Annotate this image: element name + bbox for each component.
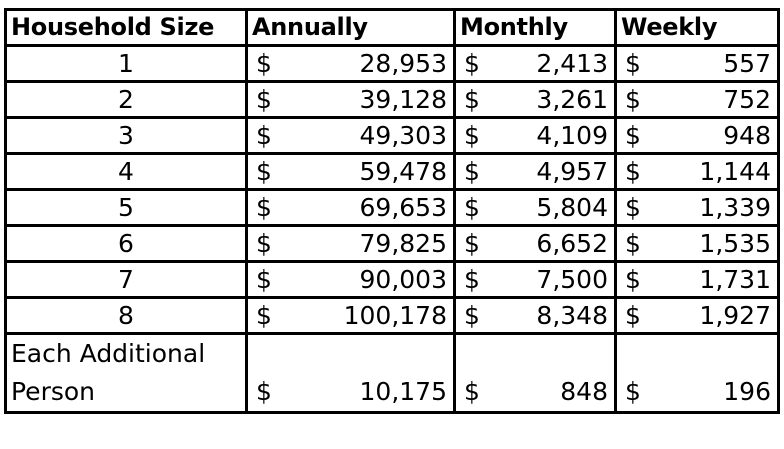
table-body [6,10,779,413]
money-value [617,263,777,296]
dollar-sign: $ [625,157,641,186]
annually-amount: 90,003 [359,265,447,294]
dollar-sign: $ [464,85,480,114]
monthly-amount: 5,804 [536,193,608,222]
annually-cell [247,82,455,118]
weekly-amount: 1,535 [699,229,771,258]
weekly-cell [616,118,779,154]
dollar-sign: $ [464,229,480,258]
household-size-cell: 2 [6,82,247,118]
annually-amount: 59,478 [359,157,447,186]
table-row [6,154,779,190]
annually-amount: 28,953 [359,49,447,78]
monthly-amount: 8,348 [536,301,608,330]
monthly-amount: 6,652 [536,229,608,258]
dollar-sign: $ [625,49,641,78]
dollar-sign: $ [625,265,641,294]
dollar-sign: $ [464,157,480,186]
money-value [248,263,453,296]
table-row [6,46,779,82]
dollar-sign: $ [256,193,272,222]
money-value [617,47,777,80]
money-value [617,119,777,152]
weekly-cell [616,262,779,298]
dollar-sign: $ [464,301,480,330]
weekly-cell [616,190,779,226]
weekly-amount: 752 [723,85,771,114]
annually-cell [247,154,455,190]
household-size-cell: 4 [6,154,247,190]
money-value [248,335,453,411]
household-size-cell: Each Additional Person [6,334,247,413]
dollar-sign: $ [625,301,641,330]
monthly-cell [455,334,616,413]
monthly-cell [455,262,616,298]
dollar-sign: $ [256,265,272,294]
household-size-cell: 3 [6,118,247,154]
money-value [617,299,777,332]
money-value [617,191,777,224]
monthly-cell [455,154,616,190]
dollar-sign: $ [625,193,641,222]
monthly-cell [455,226,616,262]
annually-cell [247,334,455,413]
weekly-cell [616,226,779,262]
money-value [456,119,614,152]
dollar-sign: $ [464,193,480,222]
annually-cell [247,226,455,262]
money-value [617,83,777,116]
monthly-cell [455,118,616,154]
money-value [617,155,777,188]
money-value [248,47,453,80]
money-value [617,335,777,411]
dollar-sign: $ [256,301,272,330]
dollar-sign: $ [464,49,480,78]
monthly-cell [455,190,616,226]
dollar-sign: $ [625,229,641,258]
annually-amount: 79,825 [359,229,447,258]
weekly-cell [616,154,779,190]
annually-amount: 100,178 [343,301,447,330]
annually-amount: 39,128 [359,85,447,114]
annually-amount: 10,175 [359,377,447,406]
table-row [6,262,779,298]
weekly-cell [616,298,779,334]
household-size-cell: 1 [6,46,247,82]
table-row [6,82,779,118]
weekly-amount: 557 [723,49,771,78]
household-size-cell: 8 [6,298,247,334]
household-size-cell: 6 [6,226,247,262]
weekly-cell [616,82,779,118]
money-value [456,263,614,296]
income-table [4,8,780,414]
table-row [6,118,779,154]
monthly-amount: 4,957 [536,157,608,186]
money-value [248,83,453,116]
monthly-amount: 2,413 [536,49,608,78]
money-value [456,227,614,260]
weekly-amount: 1,144 [699,157,771,186]
dollar-sign: $ [625,121,641,150]
header-monthly: Monthly [455,10,616,46]
header-annually: Annually [247,10,455,46]
table-row [6,334,779,413]
money-value [456,83,614,116]
monthly-amount: 848 [560,377,608,406]
dollar-sign: $ [464,377,480,406]
monthly-cell [455,82,616,118]
weekly-amount: 1,731 [699,265,771,294]
money-value [456,299,614,332]
household-size-cell: 7 [6,262,247,298]
monthly-amount: 4,109 [536,121,608,150]
weekly-cell [616,46,779,82]
dollar-sign: $ [464,265,480,294]
annually-cell [247,262,455,298]
household-size-cell: 5 [6,190,247,226]
money-value [456,155,614,188]
dollar-sign: $ [256,377,272,406]
money-value [456,191,614,224]
weekly-amount: 1,339 [699,193,771,222]
money-value [248,227,453,260]
weekly-amount: 196 [723,377,771,406]
annually-cell [247,298,455,334]
monthly-cell [455,46,616,82]
annually-amount: 49,303 [359,121,447,150]
dollar-sign: $ [625,377,641,406]
money-value [248,155,453,188]
header-weekly: Weekly [616,10,779,46]
annually-cell [247,118,455,154]
weekly-amount: 948 [723,121,771,150]
weekly-cell [616,334,779,413]
table-row [6,298,779,334]
dollar-sign: $ [625,85,641,114]
money-value [617,227,777,260]
dollar-sign: $ [256,85,272,114]
monthly-amount: 3,261 [536,85,608,114]
annually-cell [247,190,455,226]
dollar-sign: $ [256,121,272,150]
dollar-sign: $ [256,49,272,78]
annually-amount: 69,653 [359,193,447,222]
weekly-amount: 1,927 [699,301,771,330]
table-row [6,190,779,226]
money-value [248,191,453,224]
monthly-cell [455,298,616,334]
table-row [6,226,779,262]
header-household-size: Household Size [6,10,247,46]
money-value [248,119,453,152]
monthly-amount: 7,500 [536,265,608,294]
money-value [456,47,614,80]
annually-cell [247,46,455,82]
dollar-sign: $ [256,157,272,186]
dollar-sign: $ [256,229,272,258]
money-value [248,299,453,332]
dollar-sign: $ [464,121,480,150]
money-value [456,335,614,411]
header-row [6,10,779,46]
